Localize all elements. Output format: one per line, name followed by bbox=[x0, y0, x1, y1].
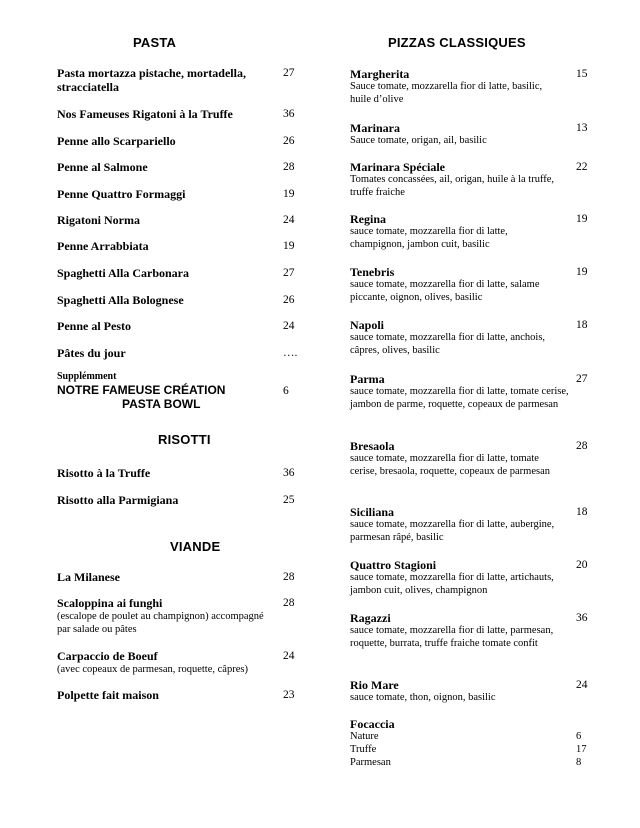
menu-item bbox=[57, 493, 277, 507]
menu-item-price: 19 bbox=[576, 266, 588, 278]
menu-item-name: Rigatoni Norma bbox=[57, 213, 140, 227]
menu-item-price: 27 bbox=[283, 67, 295, 79]
menu-item bbox=[350, 121, 560, 148]
supplement-label: Supplémment bbox=[57, 371, 117, 382]
focaccia-option-price: 6 bbox=[576, 731, 582, 742]
menu-item bbox=[350, 372, 575, 411]
menu-item bbox=[57, 570, 277, 584]
menu-item-name: Penne al Salmone bbox=[57, 160, 148, 174]
menu-item-price: 24 bbox=[283, 214, 295, 226]
menu-item bbox=[57, 319, 277, 333]
menu-item-price: 36 bbox=[283, 108, 295, 120]
menu-item-name: Risotto alla Parmigiana bbox=[57, 493, 179, 507]
menu-item bbox=[57, 596, 267, 636]
menu-item bbox=[57, 160, 277, 174]
menu-item-desc: sauce tomate, mozzarella fior di latte, anchois, câpres, olives, basilic bbox=[350, 332, 546, 356]
menu-item bbox=[57, 66, 267, 94]
menu-item-price: 15 bbox=[576, 68, 588, 80]
menu-item bbox=[57, 134, 277, 148]
pasta-title: PASTA bbox=[133, 35, 177, 50]
menu-item bbox=[350, 611, 560, 650]
menu-item-price: 19 bbox=[283, 188, 295, 200]
menu-item-name: Nos Fameuses Rigatoni à la Truffe bbox=[57, 107, 233, 121]
focaccia-option-label: Truffe bbox=[350, 744, 377, 755]
menu-item-name: Pasta mortazza pistache, mortadella, stracciatella bbox=[57, 66, 246, 94]
menu-item-desc: sauce tomate, mozzarella fior di latte, artichauts, jambon cuit, olives, champignon bbox=[350, 572, 554, 596]
menu-item-desc: Sauce tomate, mozzarella fior di latte, basilic, huile d’olive bbox=[350, 81, 543, 105]
menu-item-price: 22 bbox=[576, 161, 588, 173]
menu-item bbox=[57, 107, 277, 121]
menu-item-name: Tenebris bbox=[350, 265, 395, 279]
menu-item-price: 26 bbox=[283, 294, 295, 306]
menu-item-price: 24 bbox=[283, 650, 295, 662]
menu-item bbox=[57, 466, 277, 480]
menu-item bbox=[57, 346, 277, 360]
menu-item-price: 28 bbox=[283, 597, 295, 609]
menu-item-price: 28 bbox=[283, 161, 295, 173]
menu-item bbox=[350, 439, 560, 478]
menu-item-desc: sauce tomate, thon, oignon, basilic bbox=[350, 692, 496, 703]
menu-item-name: Pâtes du jour bbox=[57, 346, 126, 360]
menu-item-price: 13 bbox=[576, 122, 588, 134]
focaccia-item bbox=[350, 717, 560, 731]
menu-item-name: Rio Mare bbox=[350, 678, 399, 692]
menu-item-name: Margherita bbox=[350, 67, 410, 81]
menu-item-price: 27 bbox=[283, 267, 295, 279]
menu-item bbox=[57, 293, 277, 307]
menu-item-price: 36 bbox=[576, 612, 588, 624]
menu-item bbox=[350, 265, 560, 304]
menu-item-price: 25 bbox=[283, 494, 295, 506]
focaccia-option-price: 17 bbox=[576, 744, 587, 755]
menu-item-price: …. bbox=[283, 347, 298, 359]
menu-item-desc: sauce tomate, mozzarella fior di latte, tomate cerise, jambon de parme, roquette, copeaux de parmesan bbox=[350, 386, 569, 410]
menu-item-name: Risotto à la Truffe bbox=[57, 466, 151, 480]
menu-item-desc: Tomates concassées, ail, origan, huile à la truffe, truffe fraiche bbox=[350, 174, 555, 198]
menu-item-price: 27 bbox=[576, 373, 588, 385]
menu-item-name: Carpaccio de Boeuf bbox=[57, 649, 158, 663]
menu-item-price: 36 bbox=[283, 467, 295, 479]
menu-item bbox=[57, 239, 277, 253]
menu-item bbox=[57, 266, 277, 280]
menu-item-name: La Milanese bbox=[57, 570, 120, 584]
menu-item-name: Penne Quattro Formaggi bbox=[57, 187, 186, 201]
menu-item bbox=[57, 688, 277, 702]
supplement-line2: PASTA BOWL bbox=[122, 397, 201, 411]
menu-item bbox=[350, 505, 560, 544]
menu-item-price: 18 bbox=[576, 319, 588, 331]
menu-item-desc: (avec copeaux de parmesan, roquette, câpres) bbox=[57, 664, 248, 675]
menu-item-name: Quattro Stagioni bbox=[350, 558, 437, 572]
menu-item-name: Scaloppina ai funghi bbox=[57, 596, 163, 610]
menu-item-desc: sauce tomate, mozzarella fior di latte, salame piccante, oignon, olives, basilic bbox=[350, 279, 540, 303]
focaccia-option-price: 8 bbox=[576, 757, 582, 768]
menu-item-desc: sauce tomate, mozzarella fior di latte, aubergine, parmesan râpé, basilic bbox=[350, 519, 555, 543]
focaccia-option-label: Nature bbox=[350, 731, 379, 742]
menu-item bbox=[350, 678, 560, 705]
viande-title: VIANDE bbox=[170, 539, 221, 554]
risotti-title: RISOTTI bbox=[158, 432, 211, 447]
menu-item-name: Penne allo Scarpariello bbox=[57, 134, 176, 148]
menu-item-name: Penne al Pesto bbox=[57, 319, 131, 333]
menu-item-name: Napoli bbox=[350, 318, 385, 332]
menu-item bbox=[350, 212, 560, 251]
pizzas-title: PIZZAS CLASSIQUES bbox=[388, 35, 526, 50]
menu-item-name: Penne Arrabbiata bbox=[57, 239, 149, 253]
menu-item-name: Ragazzi bbox=[350, 611, 391, 625]
menu-item bbox=[350, 160, 560, 199]
menu-item-price: 23 bbox=[283, 689, 295, 701]
menu-item bbox=[350, 318, 560, 357]
supplement-line1: NOTRE FAMEUSE CRÉATION bbox=[57, 383, 226, 397]
menu-item-name: Marinara bbox=[350, 121, 400, 135]
menu-item-price: 26 bbox=[283, 135, 295, 147]
menu-item-desc: sauce tomate, mozzarella fior di latte, tomate cerise, bresaola, roquette, copeaux de parmesan bbox=[350, 453, 550, 477]
menu-item bbox=[57, 649, 287, 677]
supplement-price: 6 bbox=[283, 385, 289, 397]
supplement-block bbox=[57, 371, 277, 411]
menu-item-name: Marinara Spéciale bbox=[350, 160, 445, 174]
menu-item-name: Spaghetti Alla Bolognese bbox=[57, 293, 184, 307]
menu-item-desc: sauce tomate, mozzarella fior di latte, parmesan, roquette, burrata, truffe fraiche tomate confit bbox=[350, 625, 554, 649]
focaccia-option-label: Parmesan bbox=[350, 757, 391, 768]
menu-item bbox=[57, 213, 277, 227]
menu-item-price: 24 bbox=[576, 679, 588, 691]
menu-item-name: Spaghetti Alla Carbonara bbox=[57, 266, 190, 280]
menu-item bbox=[350, 67, 560, 106]
menu-item-price: 20 bbox=[576, 559, 588, 571]
menu-item-price: 19 bbox=[283, 240, 295, 252]
menu-item-desc: Sauce tomate, origan, ail, basilic bbox=[350, 135, 487, 146]
menu-item-name: Focaccia bbox=[350, 717, 395, 731]
menu-item-price: 24 bbox=[283, 320, 295, 332]
menu-item-price: 19 bbox=[576, 213, 588, 225]
menu-item-name: Parma bbox=[350, 372, 385, 386]
menu-item bbox=[57, 187, 277, 201]
menu-item-price: 18 bbox=[576, 506, 588, 518]
menu-item-price: 28 bbox=[576, 440, 588, 452]
menu-item-name: Regina bbox=[350, 212, 386, 226]
menu-item-name: Polpette fait maison bbox=[57, 688, 159, 702]
menu-item-name: Siciliana bbox=[350, 505, 395, 519]
menu-item-desc: sauce tomate, mozzarella fior di latte, champignon, jambon cuit, basilic bbox=[350, 226, 508, 250]
menu-item bbox=[350, 558, 575, 597]
menu-item-name: Bresaola bbox=[350, 439, 395, 453]
menu-item-desc: (escalope de poulet au champignon) accompagné par salade ou pâtes bbox=[57, 611, 264, 635]
menu-item-price: 28 bbox=[283, 571, 295, 583]
